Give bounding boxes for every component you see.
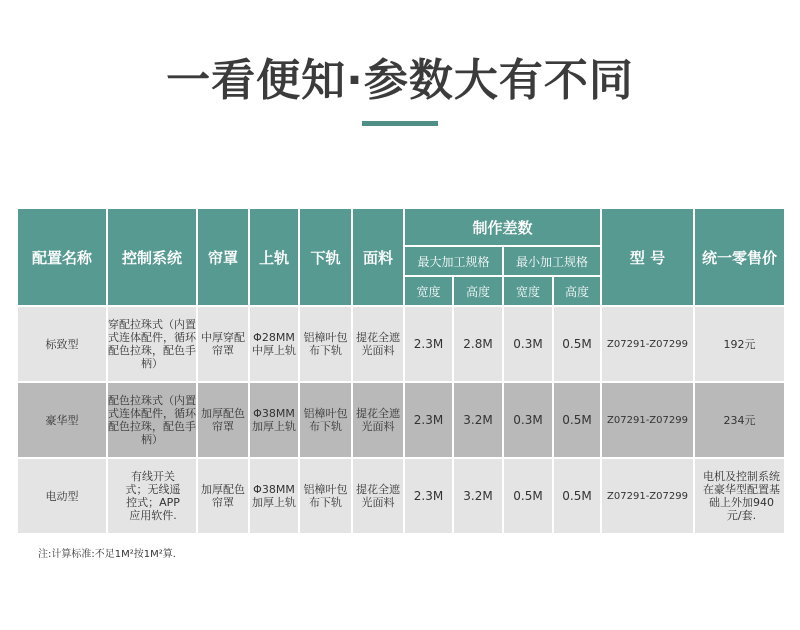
row-min-width: 0.3M [504, 383, 552, 457]
row-model: Z07291-Z07299 [602, 459, 693, 533]
col-production-diff: 制作差数 [405, 209, 600, 245]
col-model: 型 号 [602, 209, 693, 305]
row-price: 192元 [695, 307, 784, 381]
row-top-rail: Φ38MM加厚上轨 [250, 459, 298, 533]
row-model: Z07291-Z07299 [602, 307, 693, 381]
row-max-width: 2.3M [405, 307, 452, 381]
row-cover: 中厚穿配帘罩 [198, 307, 248, 381]
row-top-rail: Φ38MM加厚上轨 [250, 383, 298, 457]
row-top-rail: Φ28MM中厚上轨 [250, 307, 298, 381]
col-bottom-rail: 下轨 [300, 209, 351, 305]
row-price: 电机及控制系统在豪华型配置基础上外加940元/套. [695, 459, 784, 533]
row-max-width: 2.3M [405, 383, 452, 457]
row-control: 穿配拉珠式（内置式连体配件，循环配色拉珠，配色手柄） [108, 307, 196, 381]
header-row-1 [18, 209, 784, 245]
row-name: 豪华型 [18, 383, 106, 457]
col-top-rail: 上轨 [250, 209, 298, 305]
row-max-height: 3.2M [454, 459, 502, 533]
row-price: 234元 [695, 383, 784, 457]
row-model: Z07291-Z07299 [602, 383, 693, 457]
row-min-width: 0.3M [504, 307, 552, 381]
col-min-height: 高度 [554, 277, 600, 305]
row-max-height: 3.2M [454, 383, 502, 457]
title-underline [362, 121, 438, 126]
row-min-height: 0.5M [554, 459, 600, 533]
row-fabric: 提花全遮光面料 [353, 383, 403, 457]
col-max-height: 高度 [454, 277, 502, 305]
row-min-height: 0.5M [554, 307, 600, 381]
table-row [18, 307, 784, 381]
table-row [18, 383, 784, 457]
row-control: 有线开关式；无线遥控式；APP应用软件. [108, 459, 196, 533]
row-fabric: 提花全遮光面料 [353, 307, 403, 381]
row-min-width: 0.5M [504, 459, 552, 533]
row-cover: 加厚配色帘罩 [198, 459, 248, 533]
spec-table [16, 207, 786, 535]
row-name: 电动型 [18, 459, 106, 533]
row-max-height: 2.8M [454, 307, 502, 381]
row-control: 配色拉珠式（内置式连体配件，循环配色拉珠，配色手柄） [108, 383, 196, 457]
row-name: 标致型 [18, 307, 106, 381]
col-max-spec: 最大加工规格 [405, 247, 502, 275]
col-max-width: 宽度 [405, 277, 452, 305]
table-row [18, 459, 784, 533]
col-min-width: 宽度 [504, 277, 552, 305]
row-cover: 加厚配色帘罩 [198, 383, 248, 457]
row-bottom-rail: 铝樟叶包布下轨 [300, 307, 351, 381]
row-bottom-rail: 铝樟叶包布下轨 [300, 383, 351, 457]
row-max-width: 2.3M [405, 459, 452, 533]
row-bottom-rail: 铝樟叶包布下轨 [300, 459, 351, 533]
row-min-height: 0.5M [554, 383, 600, 457]
col-curtain-cover: 帘罩 [198, 209, 248, 305]
col-fabric: 面料 [353, 209, 403, 305]
col-control-system: 控制系统 [108, 209, 196, 305]
col-config-name: 配置名称 [18, 209, 106, 305]
footnote: 注:计算标准:不足1M²按1M²算. [38, 549, 176, 560]
col-min-spec: 最小加工规格 [504, 247, 600, 275]
page-title: 一看便知·参数大有不同 [166, 55, 634, 106]
col-price: 统一零售价 [695, 209, 784, 305]
row-fabric: 提花全遮光面料 [353, 459, 403, 533]
